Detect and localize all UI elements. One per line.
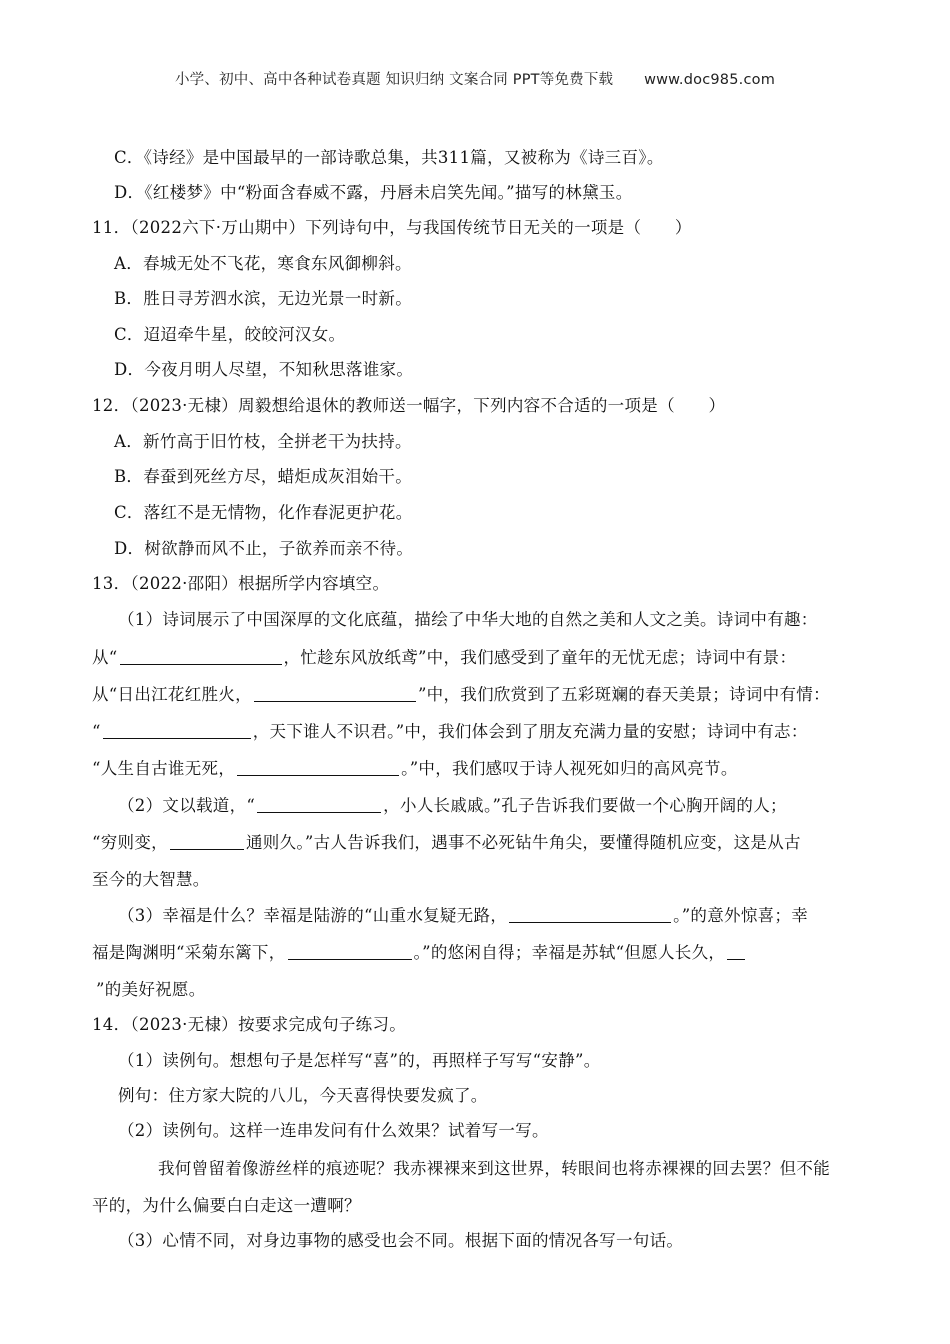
q14-sub3: （3）心情不同，对身边事物的感受也会不同。根据下面的情况各写一句话。 <box>118 1231 684 1250</box>
q11-stem: 11．（2022六下·万山期中）下列诗句中，与我国传统节日无关的一项是（ ） <box>92 218 692 237</box>
q13-part1-line3 <box>92 684 830 706</box>
q13-part3-line2 <box>92 942 747 964</box>
q11-option-b: B．胜日寻芳泗水滨，无边光景一时新。 <box>114 289 413 308</box>
q13-text: ，天下谁人不识君。”中，我们体会到了朋友充满力量的安慰；诗词中有志： <box>252 722 808 741</box>
q13-part2-line1 <box>118 795 787 817</box>
q14-sub2: （2）读例句。这样一连串发问有什么效果？试着写一写。 <box>118 1121 549 1140</box>
fill-blank[interactable] <box>288 943 412 960</box>
header-text: 小学、初中、高中各种试卷真题 知识归纳 文案合同 PPT等免费下载 <box>174 72 614 88</box>
q14-sub1-example: 例句：住方家大院的八儿，今天喜得快要发疯了。 <box>118 1086 488 1105</box>
fill-blank[interactable] <box>120 648 282 665</box>
q12-option-b: B．春蚕到死丝方尽，蜡炬成灰泪始干。 <box>114 467 413 486</box>
q12-stem: 12．（2023·无棣）周毅想给退休的教师送一幅字，下列内容不合适的一项是（ ） <box>92 396 726 415</box>
q10-option-d: D．《红楼梦》中“粉面含春威不露，丹唇未启笑先闻。”描写的林黛玉。 <box>114 183 633 202</box>
fill-blank[interactable] <box>103 722 251 739</box>
fill-blank[interactable] <box>170 833 244 850</box>
q12-option-d: D．树欲静而风不止，子欲养而亲不待。 <box>114 539 414 558</box>
fill-blank[interactable] <box>237 759 399 776</box>
q13-part3-line1 <box>118 905 808 927</box>
q13-text: 。”的意外惊喜；幸 <box>673 906 809 925</box>
q13-text: ”中，我们欣赏到了五彩斑斓的春天美景；诗词中有情： <box>417 685 830 704</box>
q14-stem: 14．（2023·无棣）按要求完成句子练习。 <box>92 1015 407 1034</box>
q13-text: 从“日出江花红胜火， <box>92 685 252 704</box>
q13-text: ，小人长戚戚。”孔子告诉我们要做一个心胸开阔的人； <box>383 796 787 815</box>
page-header <box>0 68 950 89</box>
q13-text: “ <box>92 722 101 741</box>
q13-part1-line2 <box>92 647 796 669</box>
q13-text: （2）文以载道，“ <box>118 796 256 815</box>
q13-text: “穷则变， <box>92 833 168 852</box>
q13-text: 通则久。”古人告诉我们，遇事不必死钻牛角尖，要懂得随机应变，这是从古 <box>245 833 801 852</box>
q12-option-a: A．新竹高于旧竹枝，全拼老干为扶持。 <box>114 432 412 451</box>
fill-blank[interactable] <box>257 796 381 813</box>
q13-part1-line1: （1）诗词展示了中国深厚的文化底蕴，描绘了中华大地的自然之美和人文之美。诗词中有趣： <box>118 610 818 629</box>
q13-part3-line3 <box>92 979 206 1001</box>
q13-part1-line5 <box>92 758 738 780</box>
q14-sub1: （1）读例句。想想句子是怎样写“喜”的，再照样子写写“安静”。 <box>118 1051 601 1070</box>
q14-sub2-quote-line2: 平的，为什么偏要白白走这一遭啊？ <box>92 1196 361 1215</box>
q13-stem: 13．（2022·邵阳）根据所学内容填空。 <box>92 574 390 593</box>
q13-text: 。”中，我们感叹于诗人视死如归的高风亮节。 <box>401 759 738 778</box>
header-site-link[interactable]: www.doc985.com <box>644 72 776 88</box>
fill-blank[interactable] <box>254 685 416 702</box>
q13-text: 福是陶渊明“采菊东篱下， <box>92 943 286 962</box>
q13-text: “人生自古谁无死， <box>92 759 236 778</box>
q13-part2-line3: 至今的大智慧。 <box>92 870 210 889</box>
q12-option-c: C．落红不是无情物，化作春泥更护花。 <box>114 503 413 522</box>
fill-blank[interactable] <box>509 906 671 923</box>
fill-blank[interactable] <box>727 943 745 960</box>
q13-part2-line2 <box>92 832 801 854</box>
q11-option-a: A．春城无处不飞花，寒食东风御柳斜。 <box>114 254 412 273</box>
q13-text: 从“ <box>92 648 118 667</box>
q10-option-c: C．《诗经》是中国最早的一部诗歌总集，共311篇，又被称为《诗三百》。 <box>114 148 664 167</box>
q13-text: ，忙趁东风放纸鸢”中，我们感受到了童年的无忧无虑；诗词中有景： <box>283 648 797 667</box>
q11-option-c: C．迢迢牵牛星，皎皎河汉女。 <box>114 325 346 344</box>
q11-option-d: D．今夜月明人尽望，不知秋思落谁家。 <box>114 360 414 379</box>
q13-text: （3）幸福是什么？幸福是陆游的“山重水复疑无路， <box>118 906 508 925</box>
q13-text: 。”的悠闲自得；幸福是苏轼“但愿人长久， <box>413 943 726 962</box>
q13-text: ”的美好祝愿。 <box>96 980 206 999</box>
q13-part1-line4 <box>92 721 808 743</box>
q14-sub2-quote-line1: 我何曾留着像游丝样的痕迹呢？我赤裸裸来到这世界，转眼间也将赤裸裸的回去罢？但不能 <box>158 1159 830 1178</box>
